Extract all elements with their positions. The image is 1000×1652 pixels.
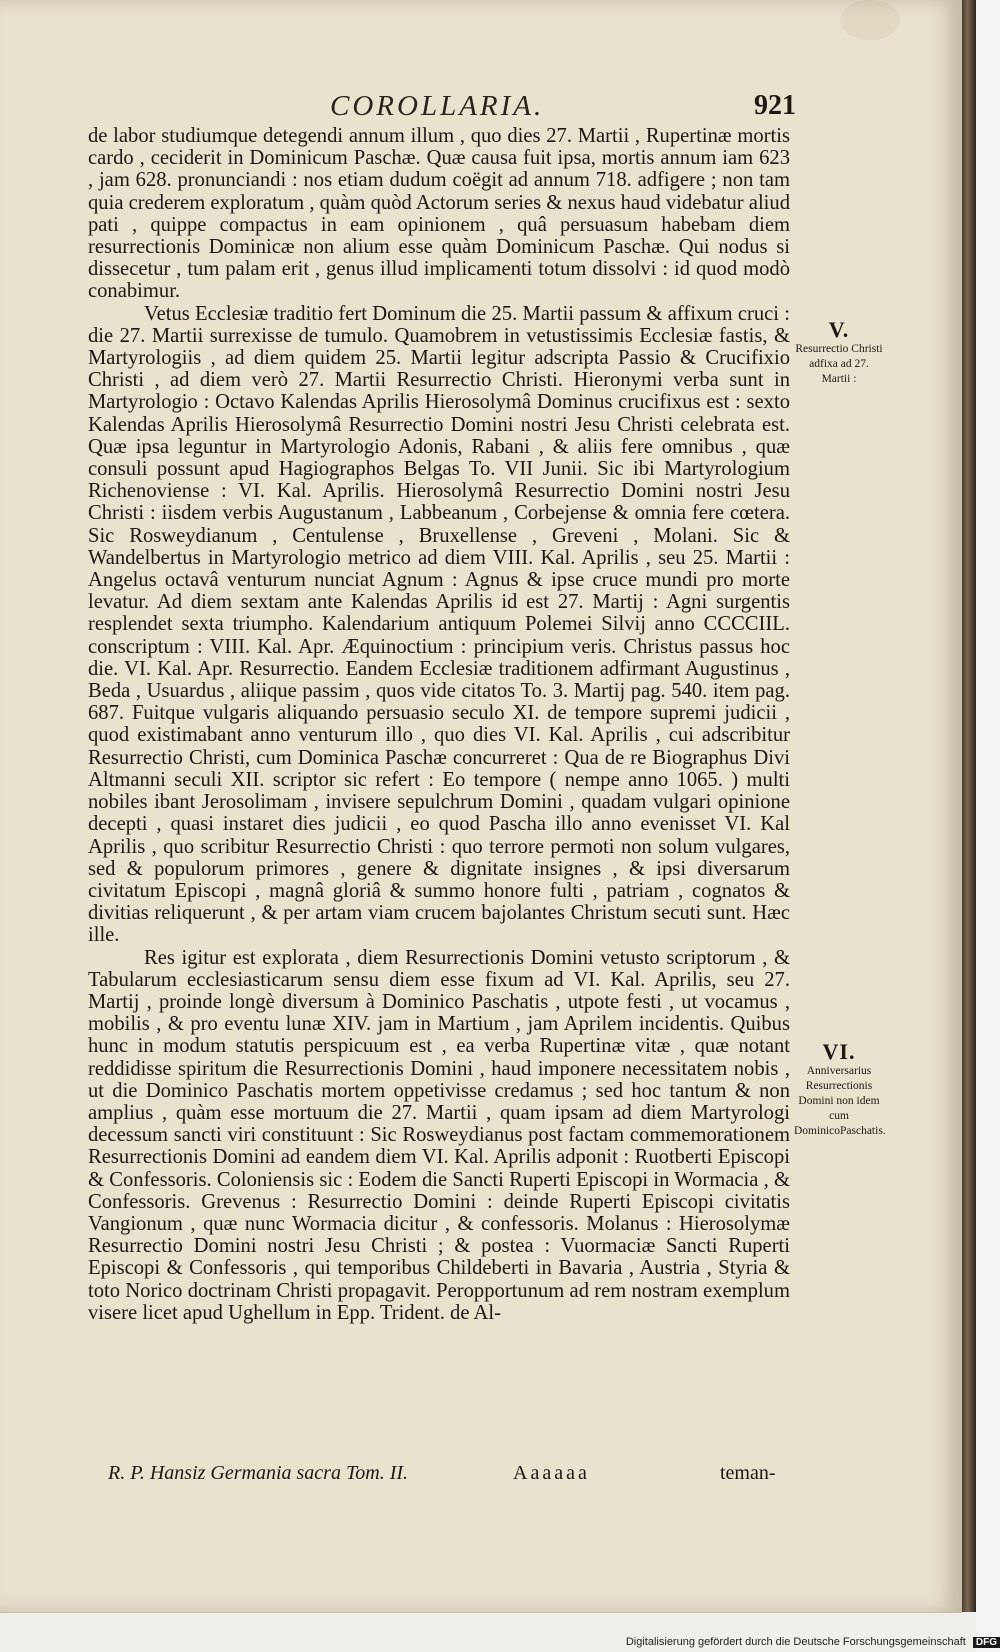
margin-note-text: Anniversarius Resurrectionis Domini non idem cum DominicoPaschatis. xyxy=(794,1065,886,1137)
page-number: 921 xyxy=(754,90,796,121)
footer-source: R. P. Hansiz Germania sacra Tom. II. xyxy=(108,1462,409,1484)
margin-note-text: Resurrectio Christi adfixa ad 27. Martii : xyxy=(795,343,883,385)
paragraph-1: de labor studiumque detegendi annum illum , quo dies 27. Martii , Rupertinæ mortis cardo , ceciderit in Dominicum Paschæ. Quæ causa fuit ipsa, mortis annum iam 623 , jam 628. pronunciandi : nos etiam dudum coëgit ad annum 718. adfigere ; non tam quia crederem exploratum , quàm quòd Actorum series & nexus haud videbatur aliud pati , quippe compactus in eam opinionem , quâ persuasum habebam diem resurrectionis Dominicæ non alium esse quàm Dominicum Paschæ. Qui nodus si dissecetur , tum palam erit , genus illud implicamenti totum dissolvi : id quod modò conabimur. xyxy=(88,125,790,303)
page-footer xyxy=(108,1462,808,1492)
margin-note-vi xyxy=(794,1040,884,1139)
running-title: COROLLARIA. xyxy=(330,90,545,122)
dfg-logo: DFG xyxy=(973,1637,1000,1648)
margin-note-number: V. xyxy=(828,317,850,342)
scan-background xyxy=(976,0,1000,1652)
margin-note-number: VI. xyxy=(822,1039,856,1064)
page-header xyxy=(0,88,800,128)
paragraph-3: Res igitur est explorata , diem Resurrectionis Domini vetusto scriptorum , & Tabularum ecclesiasticarum sensu diem esse fixum ad VI. Kal. Aprilis, seu 27. Martij , proinde longè diversum à Dominico Paschatis , utpote festi , ut vocamus , mobilis , & pro eventu lunæ XIV. jam in Martium , jam Aprilem incidentis. Quibus hunc in modum statutis perspicuum est , ea verba Rupertinæ vitæ , quæ notant reddidisse spiritum die Resurrectionis Domini , haud imponere necessitatem nobis , ut die Dominico Paschatis mortem oppetivisse credamus ; sed hoc tantum & non amplius , quàm esse mortuum die 27. Martii , quam ipsam ad diem Martyrologi decessum sancti viri constituunt : Sic Rosweydianus post factam commemorationem Resurrectionis Domini ad eandem diem VI. Kal. Aprilis adponit : Ruotberti Episcopi & Confessoris. Coloniensis sic : Eodem die Sancti Ruperti Episcopi in Wormacia , & Confessoris. Grevenus : Resurrectio Domini : deinde Ruperti Episcopi civitatis Vangionum , quæ nunc Wormacia dicitur , & confessoris. Molanus : Hierosolymæ Resurrectio Domini nostri Jesu Christi ; & postea : Vuormaciæ Sancti Ruperti Episcopi & Confessoris , qui temporibus Childeberti in Bavaria , Austria , Styria & toto Norico doctrinam Christi propagavit. Peropportunum ad rem nostram exemplum visere licet apud Ughellum in Epp. Trident. de Al- xyxy=(88,946,790,1324)
catchword: teman- xyxy=(720,1462,776,1484)
signature-mark: Aaaaaa xyxy=(513,1462,590,1484)
body-text xyxy=(88,125,790,1324)
digitization-banner xyxy=(600,1636,1000,1652)
margin-note-v xyxy=(794,318,884,387)
digitization-banner-text: Digitalisierung gefördert durch die Deutsche Forschungsgemeinschaft xyxy=(625,1636,966,1648)
paragraph-2: Vetus Ecclesiæ traditio fert Dominum die 25. Martii passum & affixum cruci : die 27. Martii surrexisse de tumulo. Quamobrem in vetustissimis Ecclesiæ fastis, & Martyrologiis , ad diem quidem 25. Martii legitur adscripta Passio & Crucifixio Christi , ad diem verò 27. Martii Resurrectio Christi. Hieronymi verba sunt in Martyrologio : Octavo Kalendas Aprilis Hierosolymâ Dominus crucifixus est : sexto Kalendas Aprilis Hierosolymâ Resurrectio Domini nostri Jesu Christi celebrata est. Quæ ipsa leguntur in Martyrologio Adonis, Rabani , & aliis fere omnibus , quæ consuli possunt apud Hagiographos Belgas To. VII Junii. Sic ibi Martyrologium Richenoviense : VI. Kal. Aprilis. Hierosolymâ Resurrectio Domini nostri Jesu Christi : iisdem verbis Augustanum , Labbeanum , Corbejense & omnia fere cœtera. Sic Rosweydianum , Centulense , Bruxellense , Greveni , Molani. Sic & Wandelbertus in Martyrologio metrico ad diem VIII. Kal. Aprilis , seu 25. Martii : Angelus octavâ venturum nunciat Agnum : Agnus & ipse cruce mundi pro morte levatur. Ad diem sextam ante Kalendas Aprilis id est 27. Martij : Agni surgentis resplendet sexta triumpho. Kalendarium antiquum Polemei Silvij anno CCCCIIL. conscriptum : VIII. Kal. Apr. Æquinoctium : principium veris. Christus passus hoc die. VI. Kal. Apr. Resurrectio. Eandem Ecclesiæ traditionem adfirmant Augustinus , Beda , Usuardus , aliique passim , quos vide citatos To. 3. Martij pag. 540. item pag. 687. Fuitque vulgaris aliquando persuasio seculo XI. de tempore supremi judicii , quod existimabant anno venturum illo , quo dies VI. Kal. Aprilis , cui adscribitur Resurrectio Christi, cum Dominica Paschæ concurreret : Qua de re Biographus Divi Altmanni seculi XII. scriptor sic refert : Eo tempore ( nempe anno 1065. ) multi nobiles ibant Jerosolimam , invisere sepulchrum Domini , quadam vulgari opinione decepti , quasi instaret dies judicii , eo quod Pascha illo anno evenisset VI. Kal Aprilis , quo scribitur Resurrectio Christi : quo terrore permoti non solum vulgares, sed & populorum primores , genere & dignitate insignes , & ipsi diversarum civitatum Episcopi , magnâ gloriâ & summo honore fulti , patriam , cognatos & divitias reliquerunt , & per artam viam crucem bajolantes Christum secuti sunt. Hæc ille. xyxy=(88,302,790,947)
paper-stain xyxy=(840,0,900,40)
book-edge xyxy=(962,0,976,1612)
